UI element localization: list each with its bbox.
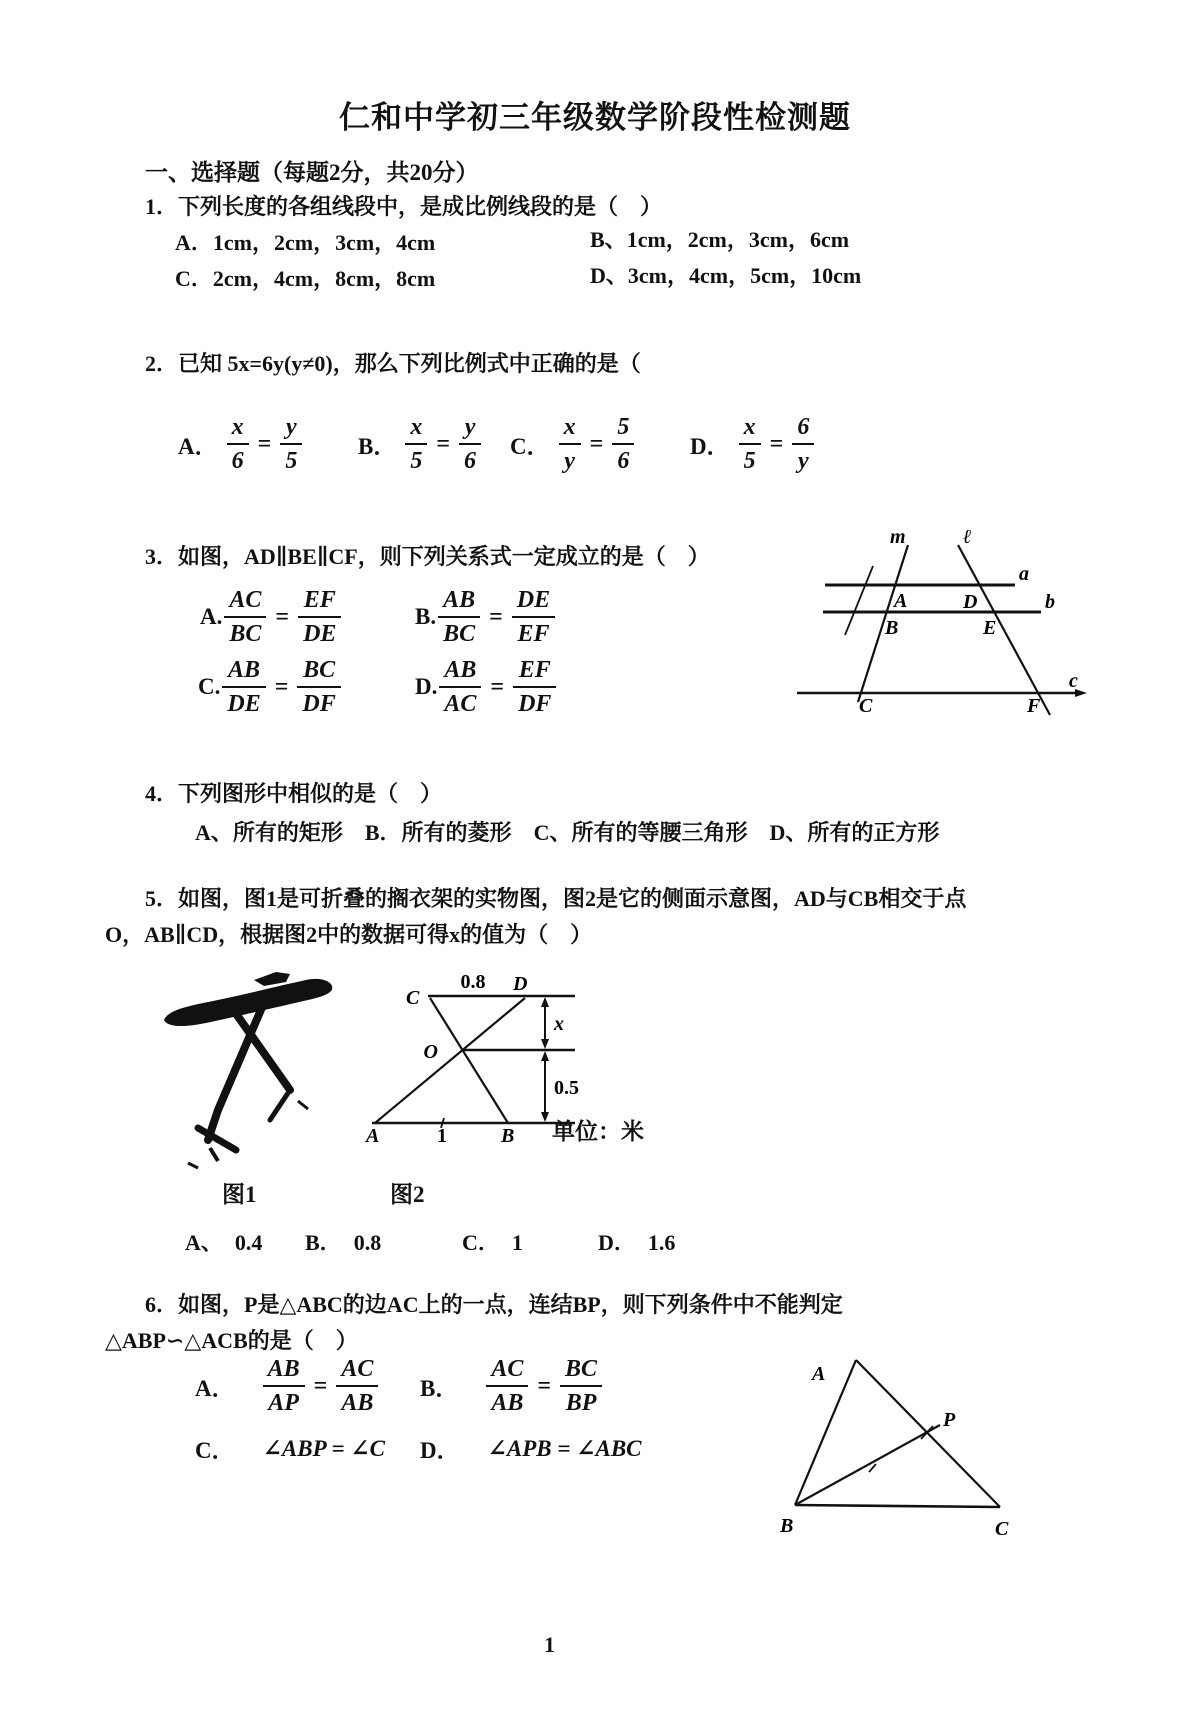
fraction: $\frac{EF}{DF}$: [513, 658, 556, 716]
question-1-stem: 1．下列长度的各组线段中，是成比例线段的是（ ）: [145, 194, 663, 219]
question-6-stem-line1: 6．如图，P是△ABC的边AC上的一点，连结BP，则下列条件中不能判定: [145, 1292, 843, 1317]
page-number: 1: [544, 1632, 555, 1657]
q3-option-d: [415, 658, 556, 716]
q5-option-c: [462, 1226, 523, 1257]
label-D: D: [963, 591, 978, 613]
q5-option-d-label: D．: [598, 1230, 636, 1255]
q6-option-c-text: ∠ABP = ∠C: [262, 1436, 385, 1461]
q6-option-d: [420, 1432, 642, 1465]
q5-option-b-text: 0.8: [353, 1230, 382, 1255]
page-title: 仁和中学初三年级数学阶段性检测题: [339, 100, 851, 135]
q3-option-b-label: B.: [415, 604, 437, 629]
fraction: $\frac{BC}{DF}$: [297, 658, 340, 716]
section-heading: 一、选择题（每题2分，共20分）: [145, 160, 479, 185]
q5-option-a-text: 0.4: [234, 1230, 263, 1255]
rack-foot-mark: [210, 1148, 218, 1161]
transversal-l: [958, 545, 1050, 715]
label-C: C: [995, 1518, 1009, 1540]
q5-option-b-label: B．: [305, 1230, 342, 1255]
question-5-stem-line2: O，AB∥CD，根据图2中的数据可得x的值为（ ）: [105, 922, 593, 947]
transversal-m: [858, 545, 908, 702]
fraction: $\frac{y}{6}$: [459, 415, 481, 473]
q5-option-b: [305, 1226, 381, 1257]
segment-CB: [430, 998, 508, 1123]
fraction: $\frac{5}{6}$: [612, 415, 634, 473]
fraction: $\frac{AB}{DE}$: [222, 658, 265, 716]
q3-parallel-lines-figure: [795, 530, 1095, 725]
q5-option-a: [185, 1226, 262, 1257]
rack-mark-2: [188, 1163, 198, 1168]
segment-DA: [375, 998, 525, 1123]
equals-sign: =: [589, 430, 604, 457]
q1-option-b-label: B、: [590, 227, 627, 252]
q2-option-c-label: C．: [510, 433, 550, 459]
arrow-up: [541, 1051, 549, 1061]
label-05: 0.5: [554, 1077, 579, 1099]
fraction: $\frac{EF}{DE}$: [298, 588, 341, 646]
label-A: A: [894, 590, 908, 612]
rack-mark: [298, 1101, 308, 1109]
fraction: $\frac{6}{y}$: [792, 415, 814, 473]
q1-option-c-text: 2cm，4cm，8cm，8cm: [212, 266, 436, 291]
q6-option-b-label: B．: [420, 1375, 459, 1401]
q1-option-c: [175, 262, 435, 293]
fraction: $\frac{DE}{EF}$: [512, 588, 555, 646]
q1-option-a-text: 1cm，2cm，3cm，4cm: [212, 230, 436, 255]
rack-board: [164, 979, 332, 1026]
q1-option-b: [590, 223, 849, 254]
q5-option-d-text: 1.6: [647, 1230, 676, 1255]
label-x: x: [554, 1013, 564, 1035]
arrow-up: [541, 997, 549, 1007]
q6-option-a-label: A．: [195, 1375, 235, 1401]
equals-sign: =: [490, 673, 505, 700]
fraction: $\frac{AC}{AB}$: [486, 1357, 528, 1415]
q2-option-a: [178, 415, 302, 473]
fraction: $\frac{AB}{AC}$: [439, 658, 481, 716]
equals-sign: =: [313, 1372, 328, 1399]
fraction: $\frac{x}{5}$: [739, 415, 761, 473]
q3-option-a: [200, 588, 341, 646]
label-O: O: [423, 1041, 438, 1063]
q1-option-c-label: C．: [175, 266, 213, 291]
q5-option-a-label: A、: [185, 1230, 223, 1255]
q6-option-d-text: ∠APB = ∠ABC: [487, 1436, 642, 1461]
q5-option-d: [598, 1226, 675, 1257]
q2-option-c: [510, 415, 634, 473]
label-A: A: [366, 1125, 380, 1147]
question-5-stem-line1: 5．如图，图1是可折叠的搁衣架的实物图，图2是它的侧面示意图，AD与CB相交于点: [145, 886, 967, 911]
question-2-stem: 2．已知 5x=6y(y≠0)，那么下列比例式中正确的是（: [145, 351, 641, 376]
tick-on-BP: [869, 1464, 876, 1472]
fraction: $\frac{AB}{BC}$: [438, 588, 480, 646]
fraction: $\frac{AC}{AB}$: [336, 1357, 378, 1415]
q1-option-d-text: 3cm，4cm，5cm，10cm: [627, 263, 862, 288]
stray-stroke: [845, 566, 873, 635]
q5-option-c-text: 1: [511, 1230, 523, 1255]
label-a: a: [1019, 563, 1029, 585]
equals-sign: =: [769, 430, 784, 457]
q4-options: A、所有的矩形 B．所有的菱形 C、所有的等腰三角形 D、所有的正方形: [195, 820, 940, 845]
q3-option-d-label: D.: [415, 674, 438, 699]
equals-sign: =: [537, 1372, 552, 1399]
label-A: A: [812, 1363, 826, 1385]
unit-note: 单位：米: [552, 1119, 644, 1144]
q6-option-d-label: D．: [420, 1438, 460, 1463]
label-B: B: [501, 1125, 515, 1147]
q2-option-d: [690, 415, 814, 473]
label-D: D: [513, 973, 528, 995]
q1-option-b-text: 1cm，2cm，3cm，6cm: [626, 227, 850, 252]
q5-option-c-label: C．: [462, 1230, 500, 1255]
equals-sign: =: [274, 673, 289, 700]
fraction: $\frac{y}{5}$: [280, 415, 302, 473]
label-08: 0.8: [460, 971, 486, 993]
q2-option-b-label: B．: [358, 433, 397, 459]
fraction: $\frac{AC}{BC}$: [224, 588, 266, 646]
label-b: b: [1045, 591, 1055, 613]
q6-option-a: [195, 1357, 378, 1415]
label-1: 1: [437, 1125, 447, 1147]
q1-option-a: [175, 226, 435, 257]
question-4-stem: 4．下列图形中相似的是（ ）: [145, 781, 443, 806]
q1-option-d-label: D、: [590, 263, 628, 288]
rack-foot: [198, 1128, 236, 1150]
label-C: C: [859, 695, 873, 717]
arrow-down: [541, 1039, 549, 1049]
question-6-stem-line2: △ABP∽△ACB的是（ ）: [105, 1328, 358, 1353]
label-l: ℓ: [963, 530, 972, 548]
equals-sign: =: [489, 603, 503, 630]
q5-clothes-rack-figure: [158, 968, 353, 1173]
arrow-down: [541, 1112, 549, 1122]
q6-option-c: [195, 1432, 385, 1465]
figure-1-caption: 图1: [222, 1182, 257, 1207]
label-F: F: [1027, 695, 1041, 717]
fraction: $\frac{x}{5}$: [405, 415, 427, 473]
q3-option-c: [198, 658, 341, 716]
q2-option-b: [358, 415, 481, 473]
label-E: E: [983, 617, 997, 639]
label-m: m: [890, 530, 906, 548]
label-C: C: [406, 987, 420, 1009]
equals-sign: =: [436, 430, 451, 457]
side-BC: [795, 1505, 1000, 1507]
q1-option-a-label: A．: [175, 230, 213, 255]
q6-option-b: [420, 1357, 602, 1415]
q2-option-a-label: A．: [178, 433, 218, 459]
q6-option-c-label: C．: [195, 1438, 235, 1463]
q6-triangle-figure: [750, 1340, 1040, 1550]
q3-option-b: [415, 588, 555, 646]
equals-sign: =: [257, 430, 272, 457]
q1-option-d: [590, 259, 861, 290]
q3-option-a-label: A.: [200, 604, 223, 629]
segment-BP: [795, 1425, 940, 1505]
side-AB: [795, 1360, 856, 1505]
question-3-stem: 3．如图，AD∥BE∥CF，则下列关系式一定成立的是（ ）: [145, 544, 710, 569]
fraction: $\frac{AB}{AP}$: [263, 1357, 305, 1415]
fraction: $\frac{BC}{BP}$: [560, 1357, 602, 1415]
label-B: B: [885, 617, 899, 639]
label-c: c: [1069, 670, 1078, 692]
label-P: P: [943, 1409, 956, 1431]
equals-sign: =: [275, 603, 290, 630]
q3-option-c-label: C.: [198, 674, 221, 699]
label-B: B: [780, 1515, 794, 1537]
fraction: $\frac{x}{y}$: [559, 415, 581, 473]
figure-2-caption: 图2: [390, 1182, 425, 1207]
side-AC: [856, 1360, 1000, 1507]
fraction: $\frac{x}{6}$: [227, 415, 249, 473]
q2-option-d-label: D．: [690, 433, 730, 459]
rack-hook: [254, 972, 290, 986]
rack-leg-right-lower: [270, 1090, 290, 1120]
